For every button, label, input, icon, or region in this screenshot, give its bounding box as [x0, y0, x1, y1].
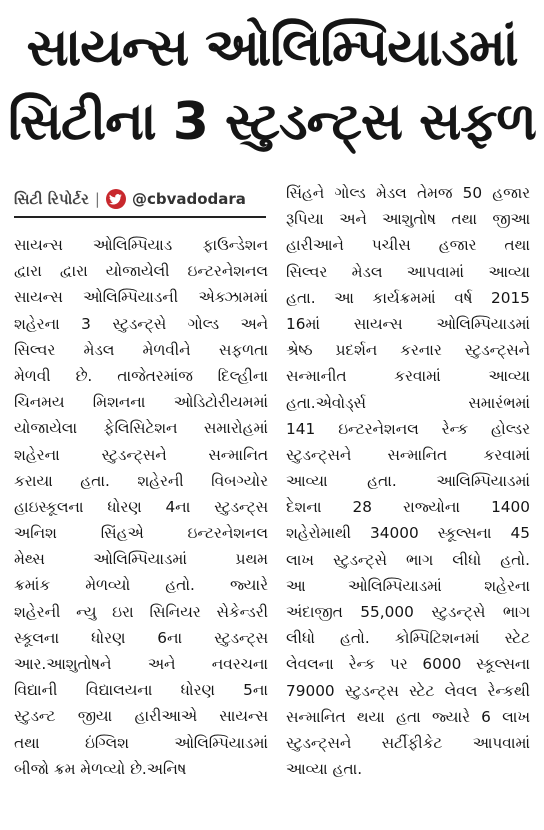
article-line: દ્વારા દ્વારા યોજાયેલી ઇન્ટરનેશનલ	[14, 262, 268, 281]
article-line: આવ્યા હતા.	[286, 760, 363, 779]
byline-separator: |	[94, 190, 100, 208]
article-line: લેવલના રેન્ક પર 6000 સ્કૂલ્સના	[286, 655, 530, 674]
article-line: કરાયા હતા. શહેરની વિબગ્યોર	[14, 471, 268, 490]
article-line: રૂપિયા અને આશુતોષ તથા જીઆ	[286, 210, 530, 229]
article-line: સાયન્સ ઓલિમ્પિયાડની એક્ઝામમાં	[14, 288, 268, 307]
article-line: અંદાજીત 55,000 સ્ટુડન્ટ્સે ભાગ	[286, 603, 530, 621]
article-line: સન્માનીત કરવામાં આવ્યા	[286, 367, 530, 386]
article-line: સાયન્સ ઓલિમ્પિયાડ ફાઉન્ડેશન	[14, 236, 268, 254]
article-line: સ્ટુડન્ટ્સને સન્માનિત કરવામાં	[286, 445, 530, 464]
article-line: તથા ઇંગ્લિશ ઓલિમ્પિયાડમાં	[14, 733, 268, 752]
article-line: મેળવી છે. તાજેતરમાંજ દિલ્હીના	[14, 366, 268, 385]
article-line: આવ્યા હતા. આલિમ્પિયાડમાં	[286, 472, 530, 491]
article-line: શહેરોમાથી 34000 સ્કૂલ્સના 45	[286, 524, 530, 543]
article-line: લાખ સ્ટુડન્ટ્સે ભાગ લીધો હતો.	[286, 550, 530, 569]
article-line: હારીઆને પચીસ હજાર તથા	[286, 236, 530, 255]
article-line: સિલ્વર મેડલ આપવામાં આવ્યા	[286, 262, 530, 281]
byline	[14, 186, 266, 212]
article-line: સ્કૂલના ધોરણ 6ના સ્ટુડન્ટ્સ	[14, 628, 268, 647]
article-line: વિદ્યાની વિદ્યાલયના ધોરણ 5ના	[14, 681, 268, 700]
twitter-handle: @cbvadodara	[131, 190, 246, 208]
article-line: હતા.એવોર્ડ્સ સમારંભમાં	[286, 393, 530, 412]
article-line: હતા. આ કાર્યક્રમમાં વર્ષ 2015	[286, 288, 530, 307]
article-line: બીજો ક્રમ મેળવ્યો છે.અનિષ	[14, 759, 187, 778]
article-line: સન્માનિત થયા હતા જ્યારે 6 લાખ	[286, 707, 530, 726]
byline-divider	[14, 216, 266, 218]
article-line: લીધો હતો. કોમ્પિટિશનમાં સ્ટેટ	[286, 629, 530, 648]
article-line: શહેરના સ્ટુડન્ટ્સને સન્માનિત	[14, 445, 268, 464]
article-line: યોજાયેલા ફેલિસિટેશન સમારોહમાં	[14, 419, 268, 438]
article-line: આર.આશુતોષને અને નવરચના	[14, 655, 268, 673]
article-line: હાઇસ્કૂલના ધોરણ 4ના સ્ટુડન્ટ્સ	[14, 497, 268, 516]
article-line: સ્ટુડન્ટ્સને સર્ટીફીકેટ આપવામાં	[286, 733, 530, 752]
article-line: મેથ્સ ઓલિમ્પિયાડમાં પ્રથમ	[14, 550, 268, 569]
article-line: 16માં સાયન્સ ઓલિમ્પિયાડમાં	[286, 314, 530, 333]
article-column-1	[14, 232, 268, 782]
article-column-2	[286, 180, 530, 782]
headline-line-2: સિટીના 3 સ્ટુડન્ટ્સ સફળ	[8, 92, 536, 152]
article-line: ક્રમાંક મેળવ્યો હતો. જ્યારે	[14, 576, 268, 595]
article-line: ચિનમય મિશનના ઓડિટોરીયમમાં	[14, 393, 268, 412]
article-line: અનિશ સિંહએ ઇન્ટરનેશનલ	[14, 524, 268, 543]
reporter-credit: સિટી રિપોર્ટર	[14, 190, 89, 208]
article-line: સિંહને ગોલ્ડ મેડલ તેમજ 50 હજાર	[286, 184, 530, 202]
article-line: સિલ્વર મેડલ મેળવીને સફળતા	[14, 340, 268, 359]
twitter-icon	[106, 189, 126, 209]
article-line: 141 ઇન્ટરનેશનલ રેન્ક હોલ્ડર	[286, 419, 530, 438]
headline-line-1: સાયન્સ ઓલિમ્પિયાડમાં	[26, 18, 518, 78]
article-line: સ્ટુડન્ટ જીયા હારીઆએ સાયન્સ	[14, 707, 268, 726]
article-line: શહેરના 3 સ્ટુડન્ટ્સે ગોલ્ડ અને	[14, 314, 268, 333]
article-line: શહેરની ન્યુ ઇરા સિનિયર સેકેન્ડરી	[14, 602, 268, 621]
article-line: દેશના 28 રાજ્યોના 1400	[286, 498, 530, 517]
article-line: શ્રેષ્ઠ પ્રદર્શન કરનાર સ્ટુડન્ટ્સને	[286, 341, 530, 360]
article-line: આ ઓલિમ્પિયાડમાં શહેરના	[286, 576, 530, 595]
article-line: 79000 સ્ટુડન્ટ્સ સ્ટેટ લેવલ રેન્કથી	[286, 681, 530, 700]
